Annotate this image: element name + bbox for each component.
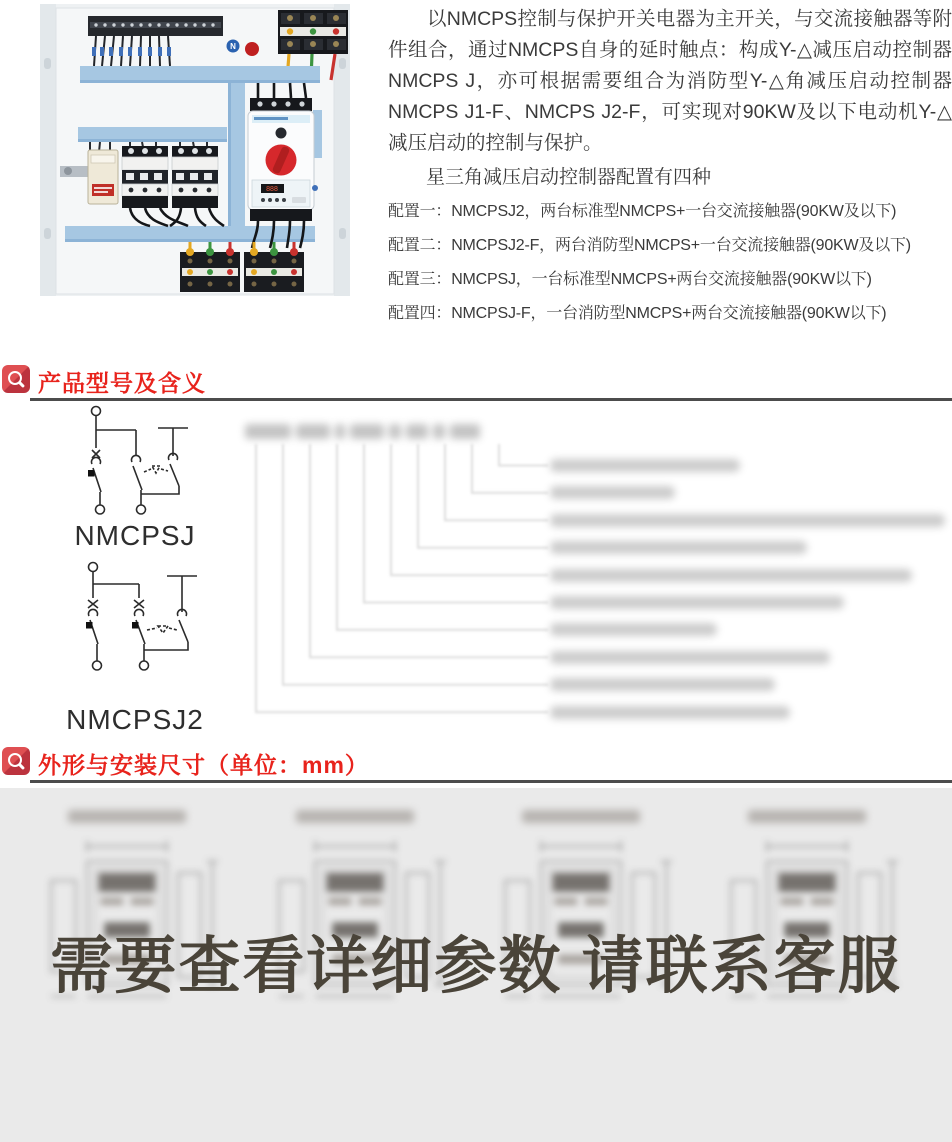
- svg-text:888: 888: [266, 186, 278, 193]
- red-indicator: [245, 42, 259, 56]
- model-code-connector: [391, 444, 548, 575]
- magnifier-icon: [2, 747, 30, 775]
- blurred-code-segment: [296, 424, 330, 439]
- circuit-diagram-nmcpsj2: [55, 560, 220, 694]
- blurred-legend-line: [550, 459, 740, 472]
- blurred-figure-label: [68, 810, 186, 823]
- config-line-3: 配置三：NMCPSJ，一台标准型NMCPS+两台交流接触器(90KW以下): [388, 271, 872, 288]
- circuit-diagram-nmcpsj: [60, 404, 210, 516]
- blurred-legend-line: [550, 706, 790, 719]
- section-divider: [30, 780, 952, 783]
- diagram-label-nmcpsj2: NMCPSJ2: [66, 704, 204, 735]
- blurred-legend-line: [550, 514, 945, 527]
- blurred-model-legend: [550, 459, 952, 739]
- model-code-connector-lines: [250, 438, 550, 723]
- contactor-2: [172, 146, 218, 208]
- blurred-code-segment: [389, 424, 401, 439]
- model-code-connector: [445, 444, 548, 520]
- section-title-dimensions: 外形与安装尺寸（单位：mm）: [38, 752, 369, 778]
- blurred-figure-label: [296, 810, 414, 823]
- magnifier-handle: [18, 763, 25, 770]
- config-line-4: 配置四：NMCPSJ-F，一台消防型NMCPS+两台交流接触器(90KW以下): [388, 305, 887, 322]
- blurred-figure-label: [522, 810, 640, 823]
- model-code-connector: [310, 444, 548, 657]
- blurred-legend-line: [550, 623, 717, 636]
- config-line-2: 配置二：NMCPSJ2-F，两台消防型NMCPS+一台交流接触器(90KW及以下): [388, 237, 911, 254]
- blurred-figure-label: [748, 810, 866, 823]
- section-header-dimensions: [0, 744, 952, 784]
- blurred-code-segment: [350, 424, 384, 439]
- blurred-legend-line: [550, 569, 912, 582]
- blurred-legend-line: [550, 678, 775, 691]
- magnifier-icon: [2, 365, 30, 393]
- model-code-connector: [472, 444, 548, 493]
- dimensions-panel: [0, 788, 952, 1142]
- contact-service-overlay: 需要查看详细参数 请联系客服: [50, 932, 902, 1001]
- model-code-connector: [256, 444, 548, 712]
- intro-subtitle: 星三角减压启动控制器配置有四种: [426, 167, 712, 188]
- intro-paragraph: 以NMCPS控制与保护开关电器为主开关，与交流接触器等附件组合，通过NMCPS自身的延时触点：构成Y-△减压启动控制器NMCPS J，亦可根据需要组合为消防型Y-△角减压启动控制器NMCPS J1-F、NMCPS J2-F，可实现对90KW及以下电动机Y-△减压启动的控制与保护。: [388, 8, 952, 154]
- blurred-legend-line: [550, 541, 807, 554]
- blurred-legend-line: [550, 596, 844, 609]
- model-code-connector: [499, 444, 548, 466]
- model-code-connector: [283, 444, 548, 685]
- intro-text-block: [388, 0, 952, 331]
- blurred-code-segment: [406, 424, 428, 439]
- blurred-code-segment: [433, 424, 445, 439]
- outgoing-terminal-block-2: [244, 242, 304, 292]
- contactor-1: [122, 146, 168, 208]
- section-title-model: 产品型号及含义: [38, 370, 206, 396]
- blurred-legend-line: [550, 486, 675, 499]
- magnifier-handle: [18, 381, 25, 388]
- blurred-code-segment: [335, 424, 345, 439]
- blurred-code-segment: [245, 424, 291, 439]
- config-line-1: 配置一：NMCPSJ2，两台标准型NMCPS+一台交流接触器(90KW及以下): [388, 203, 897, 220]
- blurred-legend-line: [550, 651, 830, 664]
- svg-text:N: N: [230, 42, 236, 51]
- section-divider: [30, 398, 952, 401]
- section-header-model: [0, 362, 952, 402]
- model-code-connector: [418, 444, 548, 548]
- diagram-label-nmcpsj: NMCPSJ: [74, 520, 196, 551]
- product-photo: [30, 0, 360, 300]
- outgoing-terminal-block-1: [180, 242, 240, 292]
- blurred-code-segment: [450, 424, 480, 439]
